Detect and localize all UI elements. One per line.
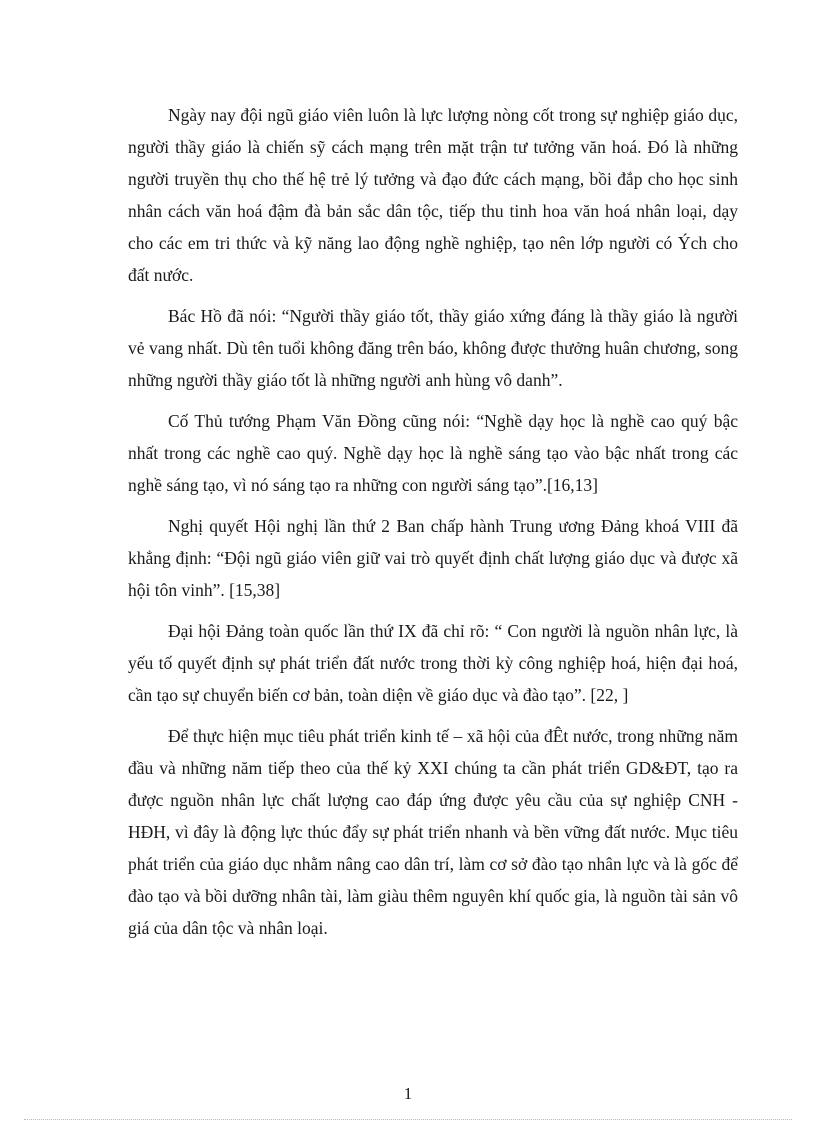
page-number: 1 <box>403 1084 413 1103</box>
paragraph-resolution-viii: Nghị quyết Hội nghị lần thứ 2 Ban chấp hành Trung ương Đảng khoá VIII đã khẳng định: “Đội ngũ giáo viên giữ vai trò quyết định chất lượng giáo dục và được xã hội tôn vinh”. [15,38] <box>128 516 738 600</box>
paragraph-uncle-ho-quote: Bác Hồ đã nói: “Người thầy giáo tốt, thầy giáo xứng đáng là thầy giáo là người vẻ vang nhất. Dù tên tuổi không đăng trên báo, không được thưởng huân chương, song những người thầy giáo tốt là những người anh hùng vô danh”. <box>128 306 738 390</box>
paragraph-teachers-role: Ngày nay đội ngũ giáo viên luôn là lực lượng nòng cốt trong sự nghiệp giáo dục, người thầy giáo là chiến sỹ cách mạng trên mặt trận tư tưởng văn hoá. Đó là những người truyền thụ cho thế hệ trẻ lý tưởng và đạo đức cách mạng, bồi đắp cho học sinh nhân cách văn hoá đậm đà bản sắc dân tộc, tiếp thu tinh hoa văn hoá nhân loại, dạy cho các em tri thức và kỹ năng lao động nghề nghiệp, tạo nên lớp người có Ých cho đất nước. <box>128 105 738 285</box>
document-body <box>128 99 738 953</box>
paragraph-congress-ix: Đại hội Đảng toàn quốc lần thứ IX đã chỉ rõ: “ Con người là nguồn nhân lực, là yếu tố quyết định sự phát triển đất nước trong thời kỳ công nghiệp hoá, hiện đại hoá, cần tạo sự chuyển biến cơ bản, toàn diện về giáo dục và đào tạo”. [22, ] <box>128 621 738 705</box>
page-bottom-divider <box>24 1119 792 1120</box>
paragraph-pham-van-dong-quote: Cố Thủ tướng Phạm Văn Đồng cũng nói: “Nghề dạy học là nghề cao quý bậc nhất trong các nghề cao quý. Nghề dạy học là nghề sáng tạo vào bậc nhất trong các nghề sáng tạo, vì nó sáng tạo ra những con người sáng tạo”.[16,13] <box>128 411 738 495</box>
paragraph-development-goals: Để thực hiện mục tiêu phát triển kinh tế – xã hội của đÊt nước, trong những năm đầu và những năm tiếp theo của thế kỷ XXI chúng ta cần phát triển GD&ĐT, tạo ra được nguồn nhân lực chất lượng cao đáp ứng được yêu cầu của sự nghiệp CNH - HĐH, vì đây là động lực thúc đẩy sự phát triển nhanh và bền vững đất nước. Mục tiêu phát triển của giáo dục nhằm nâng cao dân trí, làm cơ sở đào tạo nhân lực và là gốc để đào tạo và bồi dưỡng nhân tài, làm giàu thêm nguyên khí quốc gia, là nguồn tài sản vô giá của dân tộc và nhân loại. <box>128 726 738 938</box>
